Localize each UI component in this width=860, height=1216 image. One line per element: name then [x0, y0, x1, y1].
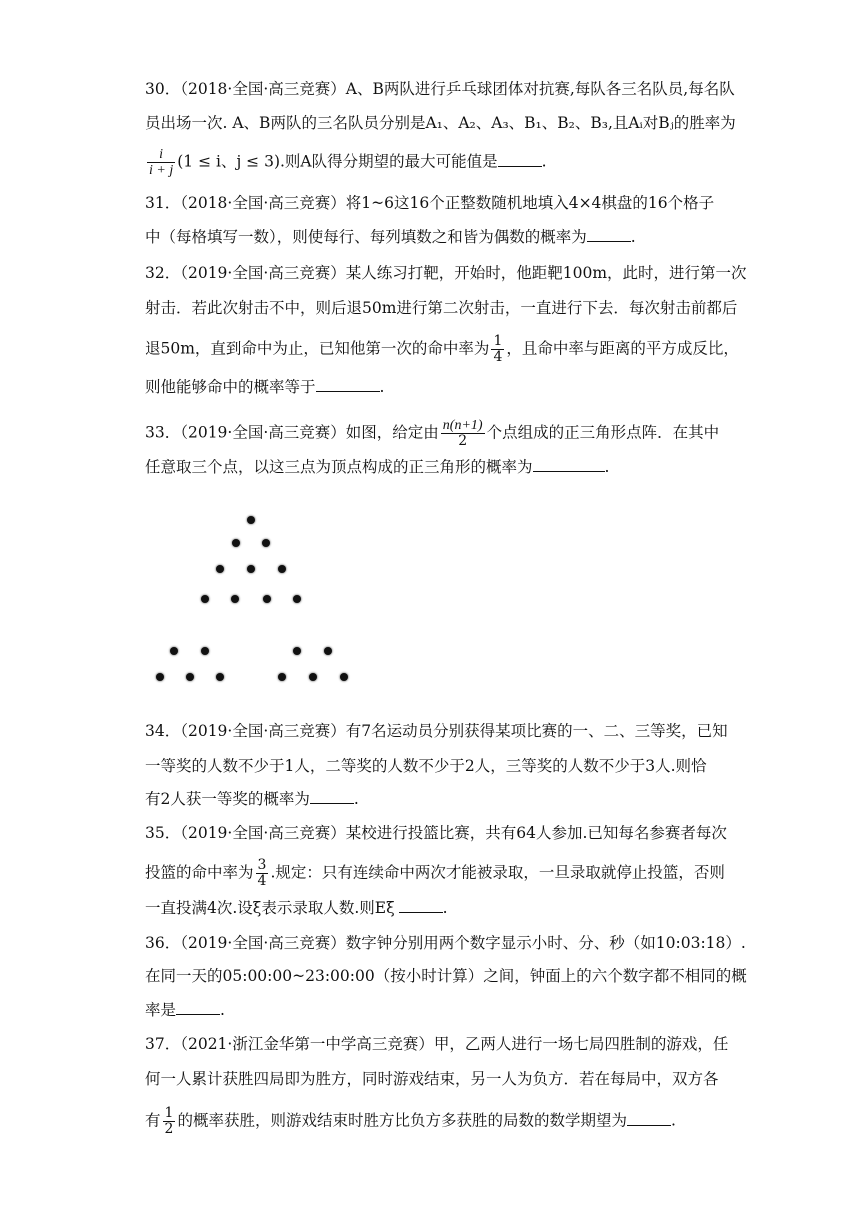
answer-blank[interactable]: [587, 227, 631, 242]
lattice-dot: [186, 673, 194, 681]
problem-35-fraction: [256, 858, 269, 889]
lattice-dot: [263, 595, 271, 603]
problem-37-text-b: 的概率获胜，则游戏结束时胜方比负方多获胜的局数的数学期望为: [177, 1111, 627, 1130]
lattice-dot: [201, 647, 209, 655]
problem-35-line-3: [145, 897, 448, 919]
problem-37-line-1: 37．（2021·浙江金华第一中学高三竞赛）甲，乙两人进行一场七局四胜制的游戏，任: [145, 1035, 729, 1053]
problem-33-text-b: 个点组成的正三角形点阵．在其中: [486, 423, 720, 442]
problem-32-line-3: [145, 334, 739, 365]
answer-blank[interactable]: [176, 1000, 220, 1015]
period: .: [442, 899, 448, 917]
problem-35-question: 一直投满4次.设ξ表示录取人数.则Eξ: [145, 899, 395, 917]
fraction-numerator: 3: [257, 857, 267, 873]
problem-30-question: .则A队得分期望的最大可能值是: [280, 152, 498, 171]
period: .: [630, 228, 636, 246]
lattice-dot: [201, 595, 209, 603]
problem-36-question: 率是: [145, 1001, 177, 1019]
problem-32-line-2: 射击．若此次射击不中，则后退50m进行第二次射击，一直进行下去．每次射击前都后: [145, 299, 738, 317]
lattice-dot: [293, 647, 301, 655]
lattice-dot: [262, 539, 270, 547]
problem-32-text-b: ，且命中率与距离的平方成反比，: [506, 339, 739, 358]
fraction-denominator: 2: [458, 433, 468, 449]
problem-31-text: 中（每格填写一数），则使每行、每列填数之和皆为偶数的概率为: [145, 228, 587, 246]
period: .: [353, 790, 359, 808]
lattice-dot: [309, 673, 317, 681]
lattice-dot: [156, 673, 164, 681]
lattice-dot: [247, 516, 255, 524]
fraction-numerator: 1: [493, 333, 503, 349]
fraction-denominator: i + j: [149, 163, 174, 178]
problem-33-text-a: 33．（2019·全国·高三竞赛）如图，给定由: [145, 423, 439, 442]
lattice-dot: [231, 595, 239, 603]
problem-34-line-3: [145, 788, 359, 810]
problem-37-line-3: [145, 1106, 676, 1137]
problem-30-fraction: [147, 147, 175, 178]
problem-31-line-2: [145, 226, 636, 248]
lattice-dot: [278, 565, 286, 573]
problem-37-fraction: [163, 1106, 176, 1137]
answer-blank[interactable]: [627, 1111, 671, 1126]
lattice-dot: [216, 565, 224, 573]
problem-32-line-1: 32．（2019·全国·高三竞赛）某人练习打靶，开始时，他距靶100m，此时，进行第一次: [145, 264, 747, 282]
lattice-dot: [170, 647, 178, 655]
problem-34-line-2: 一等奖的人数不少于1人，二等奖的人数不少于2人，三等奖的人数不少于3人.则恰: [145, 757, 707, 775]
answer-blank[interactable]: [498, 152, 542, 167]
answer-blank[interactable]: [310, 789, 354, 804]
period: .: [379, 378, 385, 396]
problem-33-question: 任意取三个点，以这三点为顶点构成的正三角形的概率为: [145, 458, 533, 476]
problem-34-question: 有2人获一等奖的概率为: [145, 790, 310, 808]
problem-33-line-2: [145, 456, 609, 478]
fraction-numerator: i: [147, 147, 175, 163]
lattice-dot: [278, 673, 286, 681]
problem-37-line-2: 何一人累计获胜四局即为胜方，同时游戏结束，另一人为负方．若在每局中，双方各: [145, 1070, 719, 1088]
lattice-dot: [324, 647, 332, 655]
problem-34-line-1: 34．（2019·全国·高三竞赛）有7名运动员分别获得某项比赛的一、二、三等奖，已知: [145, 722, 728, 740]
fraction-denominator: 2: [164, 1121, 174, 1137]
answer-blank[interactable]: [533, 457, 605, 472]
fraction-numerator: n(n+1): [442, 418, 483, 433]
problem-33-line-1: [145, 418, 719, 449]
fraction-denominator: 4: [493, 349, 503, 365]
answer-blank[interactable]: [316, 377, 380, 392]
problem-32-fraction: [491, 334, 504, 365]
problem-35-line-2: [145, 858, 725, 889]
period: .: [604, 458, 610, 476]
problem-35-text-a: 投篮的命中率为: [145, 863, 254, 882]
lattice-dot: [216, 673, 224, 681]
lattice-dot: [340, 673, 348, 681]
problem-30-line-3: [145, 147, 547, 178]
problem-37-text-a: 有: [145, 1111, 161, 1130]
period: .: [220, 1001, 225, 1019]
problem-32-line-4: [145, 376, 384, 398]
problem-30-line-1: 30．（2018·全国·高三竞赛）A、B两队进行乒乓球团体对抗赛,每队各三名队员,每名队: [145, 80, 735, 98]
problem-30-condition: (1 ≤ i、j ≤ 3): [177, 152, 280, 171]
period: .: [670, 1111, 676, 1130]
lattice-dot: [247, 565, 255, 573]
problem-32-text-a: 退50m，直到命中为止，已知他第一次的命中率为: [145, 339, 490, 358]
problem-36-line-1: 36．（2019·全国·高三竞赛）数字钟分别用两个数字显示小时、分、秒（如10:03:18）.: [145, 934, 746, 952]
answer-blank[interactable]: [399, 898, 443, 913]
problem-35-line-1: 35．（2019·全国·高三竞赛）某校进行投篮比赛，共有64人参加.已知每名参赛者每次: [145, 824, 727, 842]
problem-36-line-2: 在同一天的05:00:00~23:00:00（按小时计算）之间，钟面上的六个数字都不相同的概: [145, 967, 747, 985]
problem-30-line-2: 员出场一次. A、B两队的三名队员分别是A₁、A₂、A₃、B₁、B₂、B₃,且Aᵢ对Bⱼ的胜率为: [145, 114, 736, 132]
problem-35-text-b: .规定：只有连续命中两次才能被录取，一旦录取就停止投篮，否则: [270, 863, 725, 882]
fraction-denominator: 4: [257, 873, 267, 889]
problem-31-line-1: 31．（2018·全国·高三竞赛）将1~6这16个正整数随机地填入4×4棋盘的16个格子: [145, 194, 715, 212]
period: .: [541, 152, 547, 171]
problem-36-line-3: [145, 999, 225, 1021]
problem-32-question: 则他能够命中的概率等于: [145, 378, 316, 396]
lattice-dot: [293, 595, 301, 603]
lattice-dot: [232, 539, 240, 547]
problem-33-fraction: [441, 418, 485, 449]
fraction-numerator: 1: [164, 1105, 174, 1121]
